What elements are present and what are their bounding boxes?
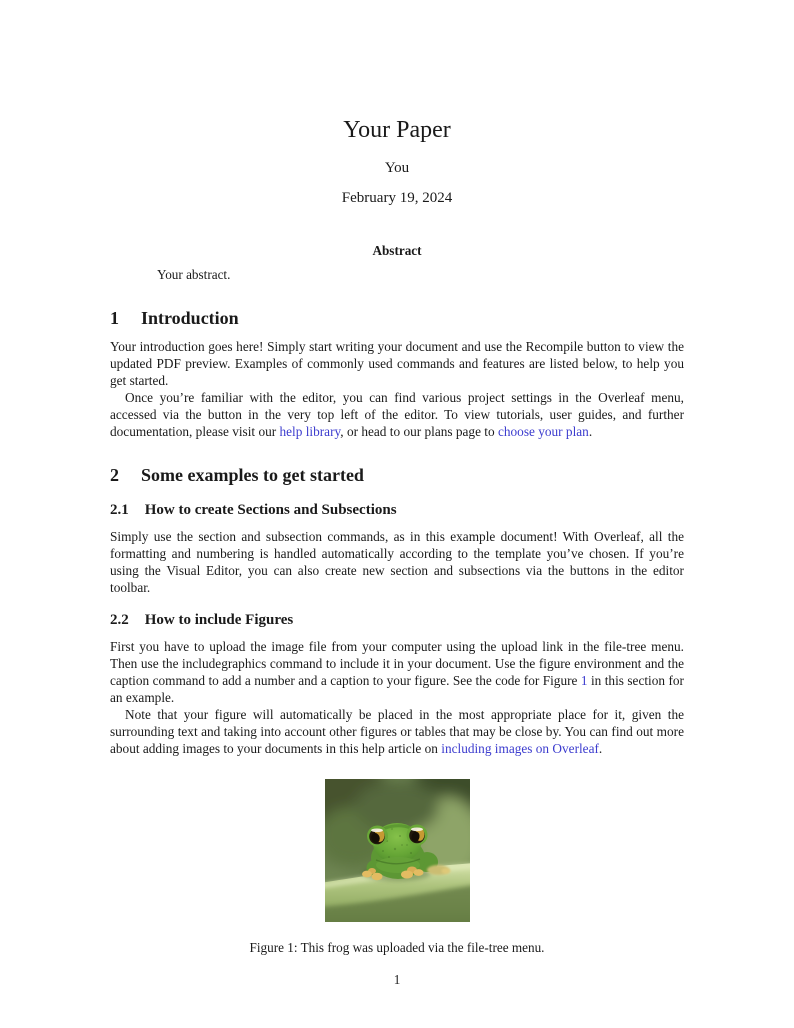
subsection-heading-sections: [110, 501, 684, 519]
abstract-heading: Abstract: [372, 243, 422, 258]
section-number: 2: [110, 465, 119, 485]
section-title: Introduction: [141, 308, 239, 328]
figure-caption: Figure 1: This frog was uploaded via the file-tree menu.: [249, 940, 545, 955]
subsection-number: 2.1: [110, 502, 129, 518]
subsection-title: How to include Figures: [144, 612, 294, 628]
help-library-link[interactable]: help library: [279, 424, 341, 439]
paragraph-text: Note that your figure will automatically be placed in the most appropriate place for it, given the surrounding text and taking into account other figures or tables that may be close by. You can find out more about adding images to your documents in this help article on: [110, 707, 684, 756]
paragraph-text: Once you’re familiar with the editor, you can find various project settings in the Overleaf menu, accessed via the button in the very top left of the editor. To view tutorials, user guides, and further documentation, please visit our: [110, 390, 684, 439]
title-block: [110, 0, 684, 207]
subsection-title: How to create Sections and Subsections: [144, 502, 397, 518]
date: February 19, 2024: [341, 190, 453, 206]
paragraph-text: .: [598, 741, 603, 756]
subsection-heading-figures: [110, 611, 684, 629]
abstract-text: Your abstract.: [157, 267, 231, 282]
paragraph-text: , or head to our plans page to: [340, 424, 498, 439]
page-number: 1: [393, 972, 401, 987]
section-number: 1: [110, 308, 119, 328]
intro-paragraph-1: Your introduction goes here! Simply start writing your document and use the Recompile button to view the updated PDF preview. Examples of commonly used commands and features are listed below, to help you get started.: [110, 339, 684, 388]
author: You: [384, 160, 410, 176]
paragraph-text: First you have to upload the image file from your computer using the upload link in the file-tree menu. Then use the includegraphics command to include it in your document. Use the figure environment and the caption command to add a number and a caption to your figure. See the code for Figure: [110, 639, 684, 688]
section-heading-examples: [110, 465, 684, 486]
including-images-link[interactable]: including images on Overleaf: [441, 741, 599, 756]
choose-your-plan-link[interactable]: choose your plan: [497, 424, 589, 439]
figure-1-reference-link[interactable]: 1: [580, 673, 588, 688]
section-heading-introduction: [110, 308, 684, 329]
paragraph-text: in this section for an example.: [110, 673, 684, 705]
frog-photo: [325, 779, 470, 922]
section-title: Some examples to get started: [141, 465, 364, 485]
figures-paragraph-1: [110, 638, 684, 706]
figure-1: [110, 779, 684, 956]
intro-paragraph-2: [110, 389, 684, 440]
paragraph-text: .: [588, 424, 593, 439]
subsection-number: 2.2: [110, 612, 129, 628]
frog-on-branch-image: [325, 779, 470, 922]
figures-paragraph-2: [110, 706, 684, 757]
sections-paragraph: Simply use the section and subsection commands, as in this example document! With Overleaf, all the formatting and numbering is handled automatically according to the template you’ve chosen. If you’re using the Visual Editor, you can also create new section and subsections via the buttons in the editor toolbar.: [110, 529, 684, 595]
page-title: Your Paper: [343, 117, 451, 143]
